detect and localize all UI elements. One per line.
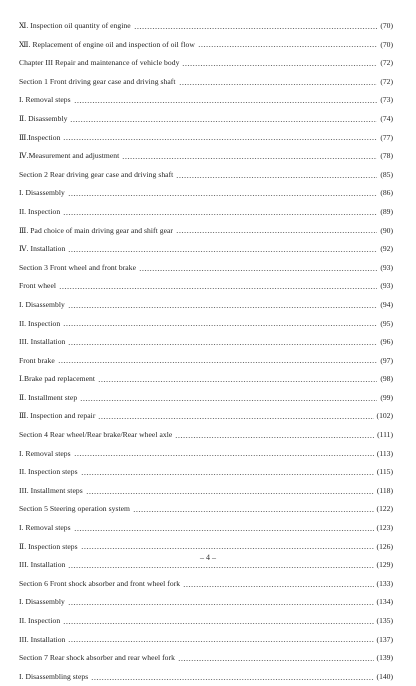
toc-entry[interactable] <box>19 389 393 408</box>
toc-entry-label: III. Installation <box>19 337 66 347</box>
toc-entry-label: Front brake <box>19 355 55 365</box>
dot-leader <box>81 474 374 475</box>
toc-page-number: (123) <box>376 523 393 533</box>
toc-entry[interactable] <box>19 184 393 203</box>
toc-page-number: (99) <box>380 392 393 402</box>
toc-entry-label: III. Installment steps <box>19 485 83 495</box>
toc-page-number: (77) <box>380 132 393 142</box>
toc-page-number: (70) <box>380 39 393 49</box>
toc-page-number: (78) <box>380 151 393 161</box>
toc-page-number: (86) <box>380 188 393 198</box>
toc-entry[interactable] <box>19 296 393 315</box>
dot-leader <box>63 623 373 624</box>
toc-page-number: (133) <box>376 578 393 588</box>
toc-page-number: (96) <box>380 337 393 347</box>
toc-entry[interactable] <box>19 259 393 278</box>
toc-entry-label: Section 7 Rear shock absorber and rear wheel fork <box>19 653 175 663</box>
dot-leader <box>68 307 378 308</box>
dot-leader <box>68 251 377 252</box>
toc-entry[interactable] <box>19 333 393 352</box>
toc-entry[interactable] <box>19 463 393 482</box>
toc-page-number: (134) <box>376 597 393 607</box>
dot-leader <box>175 437 374 438</box>
dot-leader <box>58 362 378 363</box>
toc-page-number: (70) <box>380 21 393 30</box>
toc-entry[interactable] <box>19 631 393 650</box>
dot-leader <box>182 65 377 66</box>
dot-leader <box>81 548 374 549</box>
dot-leader <box>91 679 373 680</box>
toc-entry[interactable] <box>19 482 393 501</box>
toc-entry-label: III. Installation <box>19 560 66 570</box>
toc-entry[interactable] <box>19 240 393 259</box>
toc-entry-label: II. Inspection steps <box>19 467 78 477</box>
toc-entry-label: Ⅲ.Inspection <box>19 132 61 142</box>
toc-page-number: (113) <box>376 448 393 458</box>
dot-leader <box>183 586 373 587</box>
toc-entry-label: Section 6 Front shock absorber and front wheel fork <box>19 578 181 588</box>
dot-leader <box>139 270 377 271</box>
toc-page-number: (72) <box>380 76 393 86</box>
toc-page-number: (140) <box>376 671 393 681</box>
toc-entry-label: I. Disassembly <box>19 188 65 198</box>
toc-entry-label: II. Inspection <box>19 616 61 625</box>
toc-page-number: (129) <box>376 560 393 570</box>
dot-leader <box>178 660 374 661</box>
dot-leader <box>68 604 374 605</box>
toc-page-number: (95) <box>380 318 393 328</box>
toc-entry-label: Ⅱ. Installment step <box>19 392 78 402</box>
toc-entry[interactable] <box>19 166 393 185</box>
toc-page-number: (115) <box>376 467 393 477</box>
toc-entry[interactable] <box>19 445 393 464</box>
toc-entry-label: Front wheel <box>19 281 57 291</box>
toc-entry-label: II. Inspection <box>19 318 61 328</box>
toc-entry[interactable] <box>19 575 393 594</box>
toc-page-number: (97) <box>380 355 393 365</box>
toc-entry-label: Chapter III Repair and maintenance of vehicle body <box>19 58 180 68</box>
toc-entry[interactable] <box>19 36 393 55</box>
dot-leader <box>86 493 374 494</box>
toc-entry-label: Section 2 Rear driving gear case and driving shaft <box>19 169 174 179</box>
dot-leader <box>122 158 377 159</box>
toc-page-number: (137) <box>376 634 393 644</box>
toc-entry-label: Ⅱ. Disassembly <box>19 113 68 123</box>
toc-entry-label: Section 3 Front wheel and front brake <box>19 262 136 272</box>
page-number-footer: – 4 – <box>200 553 216 562</box>
dot-leader <box>179 84 378 85</box>
toc-entry-label: I. Disassembling steps <box>19 671 89 681</box>
toc-page-number: (73) <box>380 95 393 105</box>
toc-page-number: (122) <box>376 504 393 514</box>
toc-entry-label: Ⅺ. Inspection oil quantity of engine <box>19 21 131 30</box>
dot-leader <box>68 195 378 196</box>
toc-page-number: (72) <box>380 58 393 68</box>
dot-leader <box>134 28 378 29</box>
toc-entry[interactable] <box>19 649 393 668</box>
dot-leader <box>176 232 377 233</box>
toc-entry[interactable] <box>19 500 393 519</box>
toc-entry[interactable] <box>19 668 393 686</box>
toc-page-number: (135) <box>376 616 393 625</box>
dot-leader <box>176 177 377 178</box>
dot-leader <box>68 641 373 642</box>
toc-entry-label: Ⅰ.Brake pad replacement <box>19 374 96 384</box>
toc-page-number: (93) <box>380 262 393 272</box>
dot-leader <box>133 511 374 512</box>
toc-entry[interactable] <box>19 147 393 166</box>
dot-leader <box>74 530 374 531</box>
toc-entry-label: Ⅻ. Replacement of engine oil and inspection of oil flow <box>19 39 195 49</box>
toc-entry[interactable] <box>19 110 393 129</box>
dot-leader <box>63 325 377 326</box>
toc-page-number: (98) <box>380 374 393 384</box>
dot-leader <box>68 344 377 345</box>
toc-page-number: (94) <box>380 299 393 309</box>
toc-entry[interactable] <box>19 54 393 73</box>
toc-entry[interactable] <box>19 73 393 92</box>
toc-entry-label: Section 5 Steering operation system <box>19 504 130 514</box>
dot-leader <box>198 46 377 47</box>
toc-entry-label: I. Removal steps <box>19 95 71 105</box>
toc-entry[interactable] <box>19 129 393 148</box>
toc-page-number: (102) <box>376 411 393 421</box>
toc-entry-label: Ⅳ. Installation <box>19 244 66 254</box>
toc-entry-label: I. Disassembly <box>19 597 65 607</box>
toc-entry[interactable] <box>19 519 393 538</box>
dot-leader <box>68 567 373 568</box>
dot-leader <box>70 121 377 122</box>
toc-page-number: (90) <box>380 225 393 235</box>
toc-page-number: (89) <box>380 206 393 216</box>
toc-entry-label: Ⅳ.Measurement and adjustment <box>19 151 120 161</box>
toc-page-number: (85) <box>380 169 393 179</box>
toc-entry[interactable] <box>19 91 393 110</box>
dot-leader <box>63 214 377 215</box>
dot-leader <box>59 288 377 289</box>
dot-leader <box>98 381 377 382</box>
toc-entry-label: II. Inspection <box>19 206 61 216</box>
toc-entry-label: Section 4 Rear wheel/Rear brake/Rear wheel axle <box>19 430 173 440</box>
toc-page-number: (118) <box>376 485 393 495</box>
toc-entry-label: I. Removal steps <box>19 523 71 533</box>
toc-page-number: (74) <box>380 113 393 123</box>
toc-entry-label: III. Installation <box>19 634 66 644</box>
toc-page-number: (139) <box>376 653 393 663</box>
table-of-contents <box>19 17 393 686</box>
toc-page-number: (126) <box>376 541 393 551</box>
toc-entry[interactable] <box>19 407 393 426</box>
toc-entry[interactable] <box>19 352 393 371</box>
toc-page-number: (92) <box>380 244 393 254</box>
toc-entry[interactable] <box>19 593 393 612</box>
toc-entry[interactable] <box>19 17 393 36</box>
toc-entry[interactable] <box>19 612 393 631</box>
toc-entry-label: Ⅱ. Inspection steps <box>19 541 78 551</box>
toc-entry[interactable] <box>19 315 393 334</box>
toc-entry-label: Ⅲ. Pad choice of main driving gear and shift gear <box>19 225 174 235</box>
toc-entry[interactable] <box>19 426 393 445</box>
toc-entry-label: Ⅲ. Inspection and repair <box>19 411 96 421</box>
dot-leader <box>80 400 377 401</box>
toc-page-number: (93) <box>380 281 393 291</box>
dot-leader <box>74 455 374 456</box>
toc-entry-label: I. Removal steps <box>19 448 71 458</box>
dot-leader <box>98 418 373 419</box>
toc-entry-label: I. Disassembly <box>19 299 65 309</box>
toc-entry[interactable] <box>19 277 393 296</box>
toc-entry[interactable] <box>19 203 393 222</box>
toc-entry[interactable] <box>19 370 393 389</box>
dot-leader <box>63 139 377 140</box>
toc-entry-label: Section 1 Front driving gear case and driving shaft <box>19 76 176 86</box>
toc-entry[interactable] <box>19 222 393 241</box>
toc-page-number: (111) <box>377 430 393 440</box>
dot-leader <box>74 102 378 103</box>
